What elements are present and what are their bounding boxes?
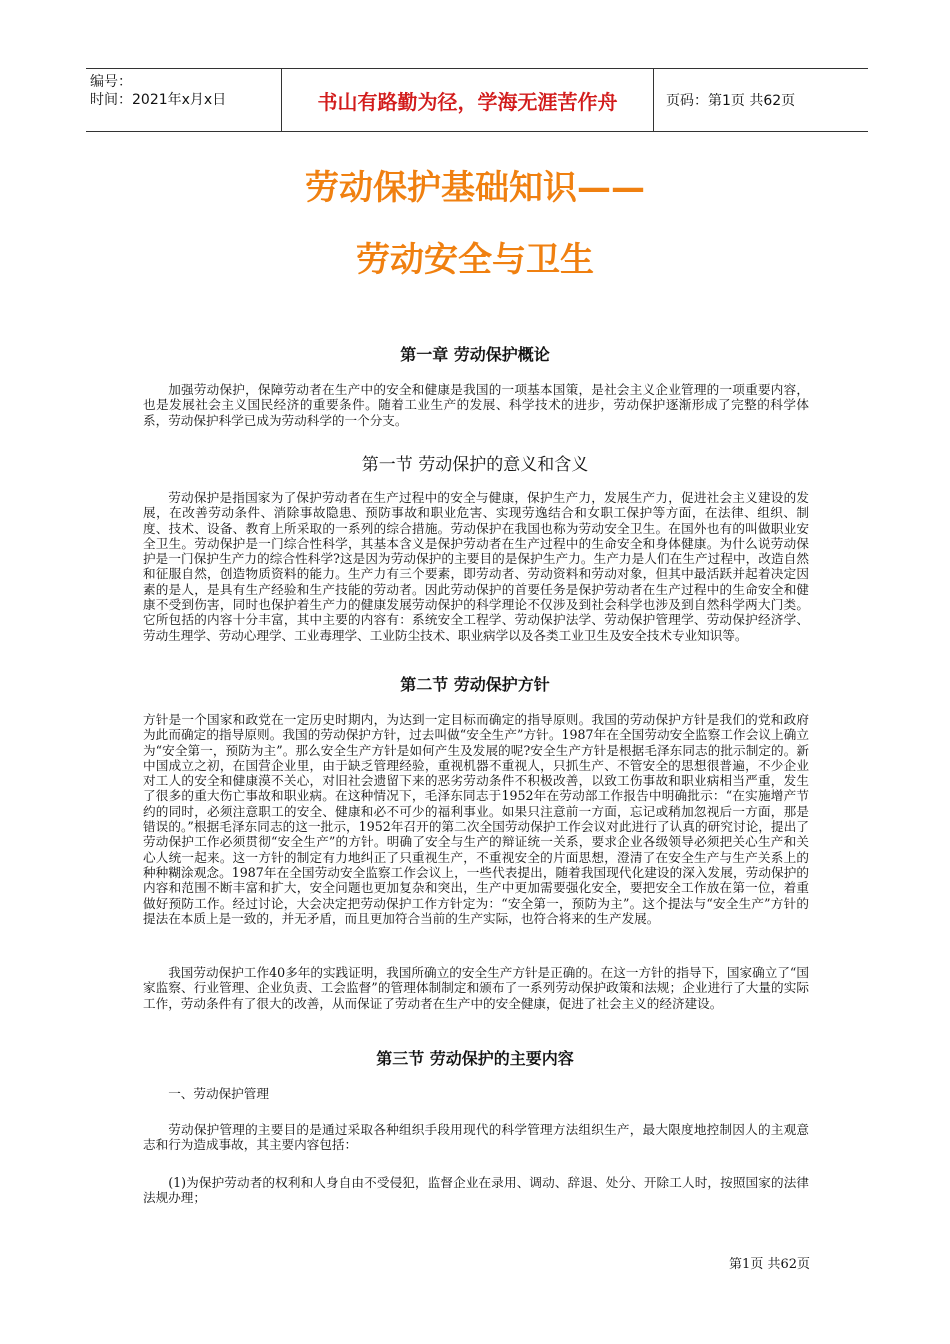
section1-paragraph: 劳动保护是指国家为了保护劳动者在生产过程中的安全与健康，保护生产力，发展生产力，促进社会主义建设的发展，在改善劳动条件、消除事故隐患、预防事故和职业危害、实现劳逸结合和女职工保护等方面，在法律、组织、制度、技术、设备、教育上所采取的一系列的综合措施。劳动保护在我国也称为劳动安全卫生。在国外也有的叫做职业安全卫生。劳动保护是一门综合性科学，其基本含义是保护劳动者在生产过程中的生命安全和身体健康。为什么说劳动保护是一门保护生产力的综合性科学?这是因为劳动保护的主要目的是保护生产力。生产力是人们在生产过程中，改造自然和征服自然，创造物质资料的能力。生产力有三个要素，即劳动者、劳动资料和劳动对象，但其中最活跃并起着决定因素的是人，是具有生产经验和生产技能的劳动者。因此劳动保护的首要任务是保护劳动者在生产过程中的生命安全和健康不受到伤害，同时也保护着生产力的健康发展劳动保护的科学理论不仅涉及到社会科学也涉及到自然科学两大门类。它所包括的内容十分丰富，其中主要的内容有：系统安全工程学、劳动保护法学、劳动保护管理学、劳动保护经济学、劳动生理学、劳动心理学、工业毒理学、工业防尘技术、职业病学以及各类工业卫生及安全技术专业知识等。 (143, 490, 809, 643)
page-header (86, 68, 868, 132)
header-motto: 书山有路勤为径，学海无涯苦作舟 (282, 69, 654, 131)
section2-heading: 第二节 劳动保护方针 (400, 675, 550, 694)
section2-paragraph-2: 我国劳动保护工作40多年的实践证明，我国所确立的安全生产方针是正确的。在这一方针的指导下，国家确立了“国家监察、行业管理、企业负责、工会监督”的管理体制制定和颁布了一系列劳动保护政策和法规；企业进行了大量的实际工作，劳动条件有了很大的改善，从而保证了劳动者在生产中的安全健康，促进了社会主义的经济建设。 (143, 965, 809, 1011)
header-page-info: 页码：第1页 共62页 (666, 93, 796, 109)
time-label: 时间：2021年x月x日 (90, 92, 227, 108)
section3-heading: 第三节 劳动保护的主要内容 (376, 1049, 574, 1068)
section3-item-1: (1)为保护劳动者的权利和人身自由不受侵犯，监督企业在录用、调动、辞退、处分、开除工人时，按照国家的法律法规办理； (143, 1175, 809, 1206)
chapter-intro-paragraph: 加强劳动保护，保障劳动者在生产中的安全和健康是我国的一项基本国策，是社会主义企业管理的一项重要内容，也是发展社会主义国民经济的重要条件。随着工业生产的发展、科学技术的进步，劳动保护逐渐形成了完整的科学体系，劳动保护科学已成为劳动科学的一个分支。 (143, 382, 809, 428)
header-meta (86, 69, 282, 131)
section2-paragraph-1: 方针是一个国家和政党在一定历史时期内，为达到一定目标而确定的指导原则。我国的劳动保护方针是我们的党和政府为此而确定的指导原则。我国的劳动保护方针，过去叫做“安全生产”方针。1987年在全国劳动安全监察工作会议上确立为“安全第一，预防为主”。那么安全生产方针是如何产生及发展的呢?安全生产方针是根据毛泽东同志的批示制定的。新中国成立之初，在国营企业里，由于缺乏管理经验，重视机器不重视人，只抓生产、不管安全的思想很普遍，不少企业对工人的安全和健康漠不关心，对旧社会遗留下来的恶劣劳动条件不积极改善，以致工伤事故和职业病相当严重，发生了很多的重大伤亡事故和职业病。在这种情况下，毛泽东同志于1952年在劳动部工作报告中明确批示：“在实施增产节约的同时，必须注意职工的安全、健康和必不可少的福利事业。如果只注意前一方面，忘记或稍加忽视后一方面，那是错误的。”根据毛泽东同志的这一批示，1952年召开的第二次全国劳动保护工作会议对此进行了认真的研究讨论，提出了劳动保护工作必须贯彻“安全生产”的方针。明确了安全与生产的辩证统一关系，要求企业各级领导必须把关心生产和关心人统一起来。这一方针的制定有力地纠正了只重视生产，不重视安全的片面思想，澄清了在安全生产与生产关系上的种种糊涂观念。1987年在全国劳动安全监察工作会议上，一些代表提出，随着我国现代化建设的深入发展，劳动保护的内容和范围不断丰富和扩大，安全问题也更加复杂和突出，生产中更加需要强化安全，要把安全工作放在第一位，着重做好预防工作。经过讨论，大会决定把劳动保护工作方针定为：“安全第一，预防为主”。这个提法与“安全生产”方针的提法在本质上是一致的，并无矛盾，而且更加符合当前的生产实际，也符合将来的生产发展。 (143, 712, 809, 926)
number-label: 编号： (90, 74, 132, 90)
chapter-heading: 第一章 劳动保护概论 (400, 345, 550, 364)
section3-paragraph-1: 劳动保护管理的主要目的是通过采取各种组织手段用现代的科学管理方法组织生产，最大限度地控制因人的主观意志和行为造成事故，其主要内容包括： (143, 1122, 809, 1153)
document-title-line2: 劳动安全与卫生 (356, 240, 594, 280)
section1-heading: 第一节 劳动保护的意义和含义 (361, 455, 589, 475)
document-title-line1: 劳动保护基础知识—— (305, 168, 645, 208)
page-footer: 第1页 共62页 (729, 1257, 810, 1272)
section3-subheading: 一、劳动保护管理 (168, 1086, 269, 1101)
